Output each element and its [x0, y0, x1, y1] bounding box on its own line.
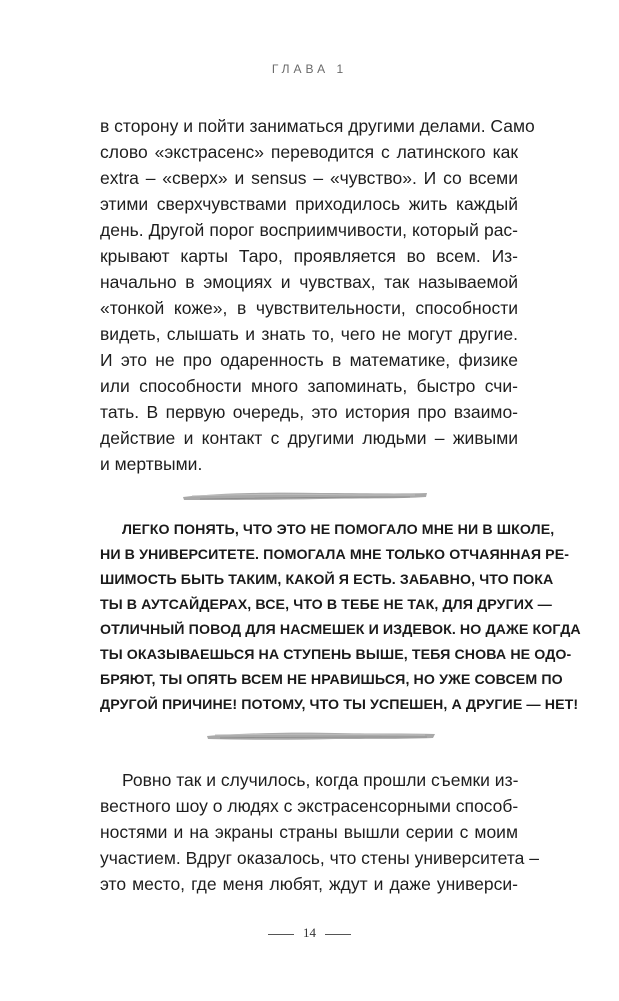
brush-stroke-divider-bottom — [205, 728, 437, 744]
body-text-line: вестного шоу о людях с экстрасенсорными способ- — [100, 796, 519, 816]
quote-line: ТЫ ОКАЗЫВАЕШЬСЯ НА СТУПЕНЬ ВЫШЕ, ТЕБЯ СНОВА НЕ ОДО- — [100, 647, 572, 663]
body-text-line: участием. Вдруг оказалось, что стены университета – — [100, 848, 539, 868]
chapter-header: ГЛАВА 1 — [271, 62, 348, 76]
quote-line: ТЫ В АУТСАЙДЕРАХ, ВСЕ, ЧТО В ТЕБЕ НЕ ТАК, ДЛЯ ДРУГИХ — — [100, 597, 552, 613]
body-text-line: ностями и на экраны страны вышли серии с моим — [100, 822, 518, 842]
body-text-line: и мертвыми. — [100, 454, 203, 474]
body-text-line: Ровно так и случилось, когда прошли съемки из- — [122, 770, 519, 790]
quote-line: НИ В УНИВЕРСИТЕТЕ. ПОМОГАЛА МНЕ ТОЛЬКО ОТЧАЯННАЯ РЕ- — [100, 547, 570, 563]
page-number: 14 — [303, 925, 316, 940]
body-text-line: действие и контакт с другими людьми – живыми — [100, 428, 518, 448]
body-text-line: extra – «сверх» и sensus – «чувство». И со всеми — [100, 168, 518, 188]
quote-line: БРЯЮТ, ТЫ ОПЯТЬ ВСЕМ НЕ НРАВИШЬСЯ, НО УЖЕ СОВСЕМ ПО — [100, 672, 563, 688]
page-footer — [0, 925, 619, 941]
footer-dash-left — [268, 934, 294, 935]
body-text-line: «тонкой коже», в чувствительности, способности — [100, 298, 518, 318]
body-text-line: слово «экстрасенс» переводится с латинского как — [100, 142, 518, 162]
body-text-line: это место, где меня любят, ждут и даже универси- — [100, 874, 518, 894]
body-text-line: крывают карты Таро, проявляется во всем. Из- — [100, 246, 518, 266]
body-text-line: И это не про одаренность в математике, физике — [100, 350, 518, 370]
body-text-line: или способности много запоминать, быстро счи- — [100, 376, 518, 396]
brush-stroke-divider-top — [180, 488, 430, 504]
body-text-line: видеть, слышать и знать то, чего не могут другие. — [100, 324, 518, 344]
quote-line: ШИМОСТЬ БЫТЬ ТАКИМ, КАКОЙ Я ЕСТЬ. ЗАБАВНО, ЧТО ПОКА — [100, 572, 554, 588]
body-text-line: начально в эмоциях и чувствах, так называемой — [100, 272, 518, 292]
quote-line: ДРУГОЙ ПРИЧИНЕ! ПОТОМУ, ЧТО ТЫ УСПЕШЕН, А ДРУГИЕ — НЕТ! — [100, 697, 579, 713]
quote-line: ОТЛИЧНЫЙ ПОВОД ДЛЯ НАСМЕШЕК И ИЗДЕВОК. НО ДАЖЕ КОГДА — [100, 622, 581, 638]
body-text-line: этими сверхчувствами приходилось жить каждый — [100, 194, 518, 214]
quote-line: ЛЕГКО ПОНЯТЬ, ЧТО ЭТО НЕ ПОМОГАЛО МНЕ НИ В ШКОЛЕ, — [122, 522, 555, 538]
footer-dash-right — [325, 934, 351, 935]
body-text-line: день. Другой порог восприимчивости, который рас- — [100, 220, 518, 240]
body-text-line: в сторону и пойти заниматься другими делами. Само — [100, 116, 535, 136]
body-text-line: тать. В первую очередь, это история про взаимо- — [100, 402, 518, 422]
